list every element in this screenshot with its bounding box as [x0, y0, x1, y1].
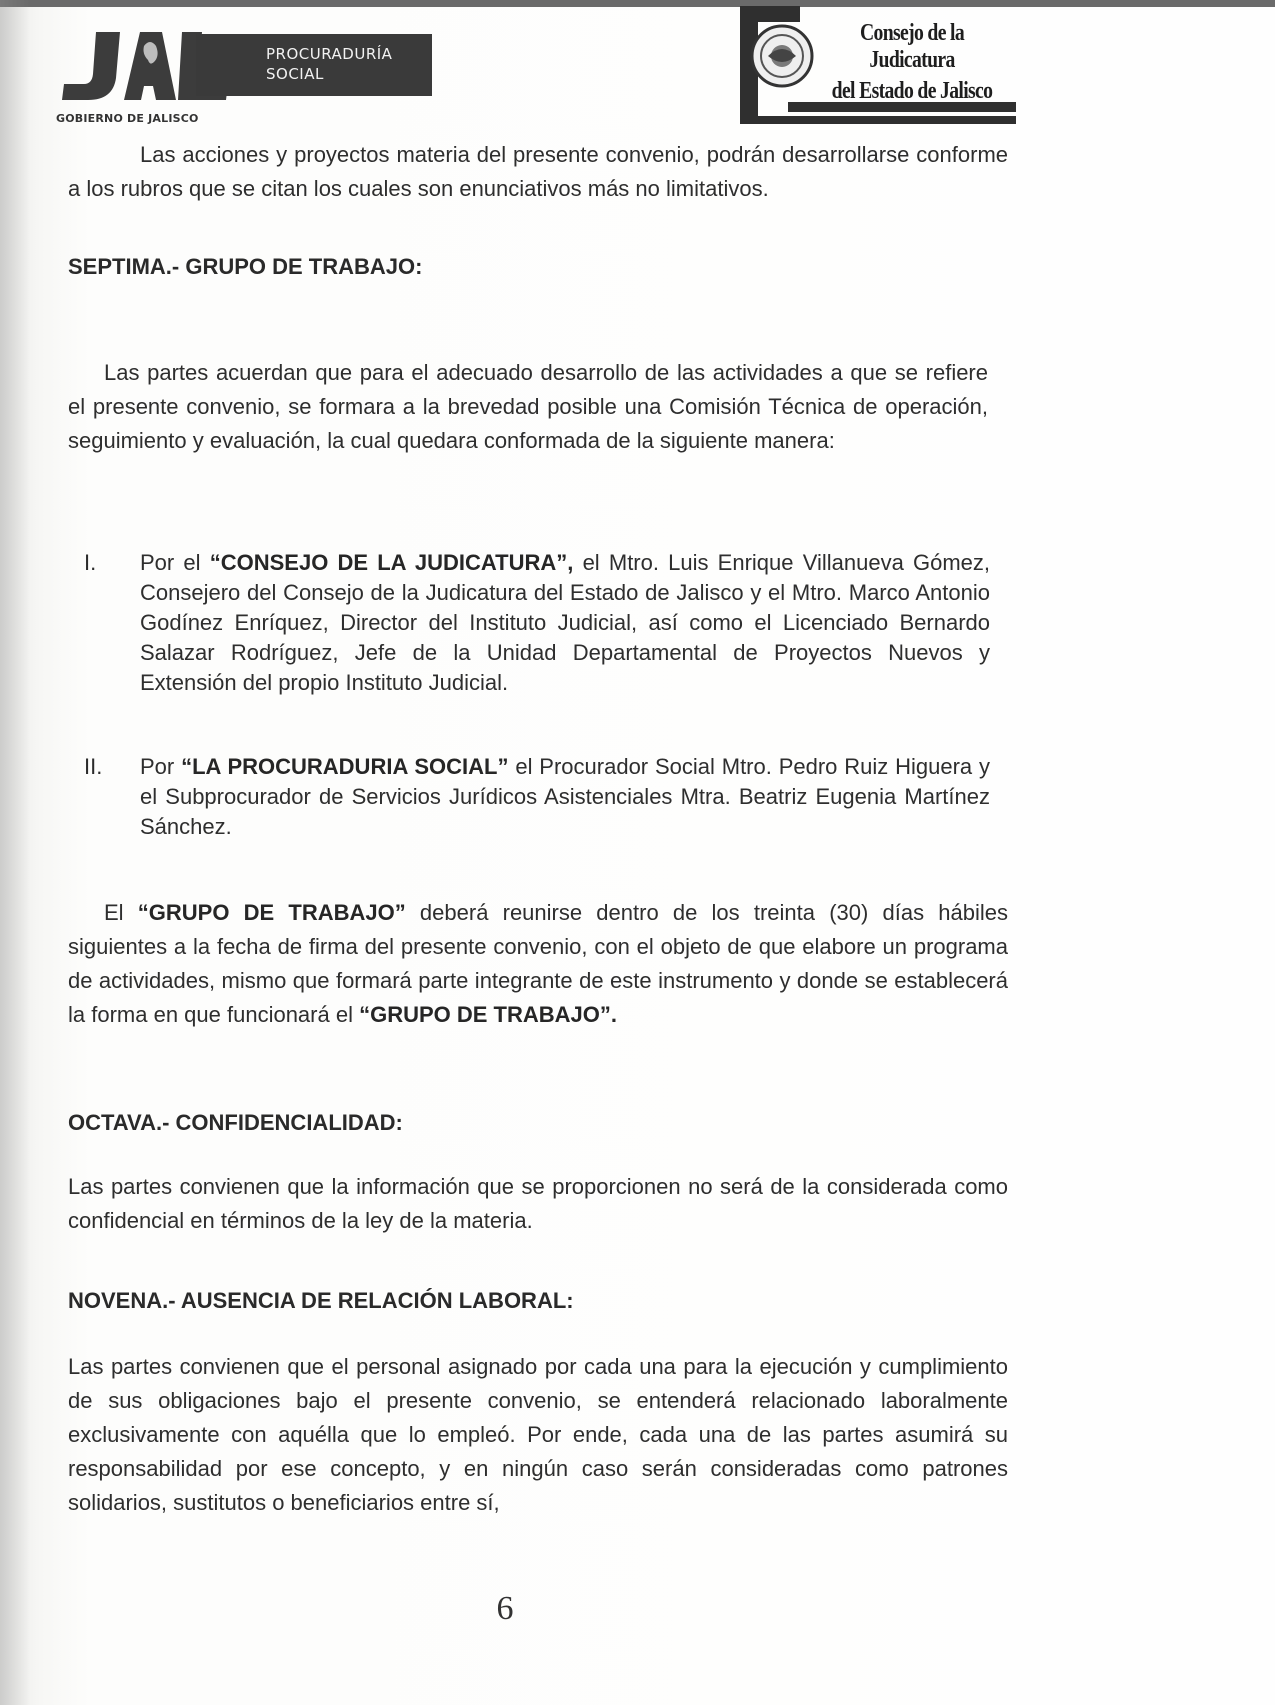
closing-bold-1: “GRUPO DE TRABAJO” [137, 900, 406, 925]
closing-text-1: El [104, 900, 138, 925]
logo-line-2: SOCIAL [266, 65, 324, 83]
grupo-trabajo-paragraph [68, 896, 1008, 1032]
closing-text-2: deberá reunirse dentro de los treinta (30) días hábiles siguientes a la fecha de firma del presente convenio, con el objeto de que elabore un programa de actividades, mismo que formará parte integrante de este instrumento y donde se establecerá la forma en que funcionará el [68, 900, 1008, 1027]
gobierno-jalisco-label: GOBIERNO DE JALISCO [56, 112, 199, 125]
list-text-pre: Por el [140, 550, 210, 575]
section-heading-septima: SEPTIMA.- GRUPO DE TRABAJO: [68, 254, 423, 279]
consejo-line-1: Consejo de la Judicatura [859, 20, 965, 73]
consejo-line-2: del Estado de Jalisco [831, 78, 993, 104]
page-number: 6 [496, 1590, 514, 1627]
list-text-post: el Mtro. Luis Enrique Villanueva Gómez, Consejero del Consejo de la Judicatura del Estado de Jalisco y el Mtro. Marco Antonio Godínez Enríquez, Director del Instituto Judicial, así como el Licenciado Bernardo Salazar Rodríguez, Jefe de la Unidad Departamental de Proyectos Nuevos y Extensión del propio Instituto Judicial. [140, 550, 990, 695]
list-text-bold: “LA PROCURADURIA SOCIAL” [181, 754, 509, 779]
section-heading-novena: NOVENA.- AUSENCIA DE RELACIÓN LABORAL: [68, 1288, 574, 1313]
list-text-post: el Procurador Social Mtro. Pedro Ruiz Higuera y el Subprocurador de Servicios Jurídicos Asistenciales Mtra. Beatriz Eugenia Martínez Sánchez. [140, 754, 990, 839]
list-number: I. [84, 550, 97, 575]
septima-paragraph: Las partes acuerdan que para el adecuado desarrollo de las actividades a que se refiere el presente convenio, se formara a la brevedad posible una Comisión Técnica de operación, seguimiento y evaluación, la cual quedara conformada de la siguiente manera: [68, 360, 988, 453]
consejo-judicatura-logo [738, 6, 1018, 136]
list-item-body [140, 548, 990, 698]
list-item-body [140, 752, 990, 842]
list-text-bold: “CONSEJO DE LA JUDICATURA”, [209, 550, 574, 575]
intro-paragraph: Las acciones y proyectos materia del presente convenio, podrán desarrollarse conforme a los rubros que se citan los cuales son enunciativos más no limitativos. [68, 142, 1008, 201]
closing-bold-2: “GRUPO DE TRABAJO”. [359, 1002, 617, 1027]
procuraduria-logo-text [266, 44, 392, 84]
procuraduria-social-logo [56, 26, 393, 136]
consejo-logo-text [806, 20, 1018, 105]
octava-paragraph: Las partes convienen que la información que se proporcionen no será de la considerada como confidencial en términos de la ley de la materia. [68, 1174, 1008, 1233]
logo-line-1: PROCURADURÍA [266, 45, 393, 63]
novena-paragraph: Las partes convienen que el personal asignado por cada una para la ejecución y cumplimiento de sus obligaciones bajo el presente convenio, se entenderá relacionado laboralmente exclusivamente con aquélla que lo empleó. Por ende, cada una de las partes asumirá su responsabilidad por ese concepto, y en ningún caso serán consideradas como patrones solidarios, sustitutos o beneficiarios entre sí, [68, 1354, 1008, 1515]
section-heading-octava: OCTAVA.- CONFIDENCIALIDAD: [68, 1110, 403, 1135]
scan-top-edge [0, 0, 1275, 7]
list-number: II. [84, 754, 103, 779]
list-text-pre: Por [140, 754, 182, 779]
scan-left-shadow [0, 0, 30, 1705]
